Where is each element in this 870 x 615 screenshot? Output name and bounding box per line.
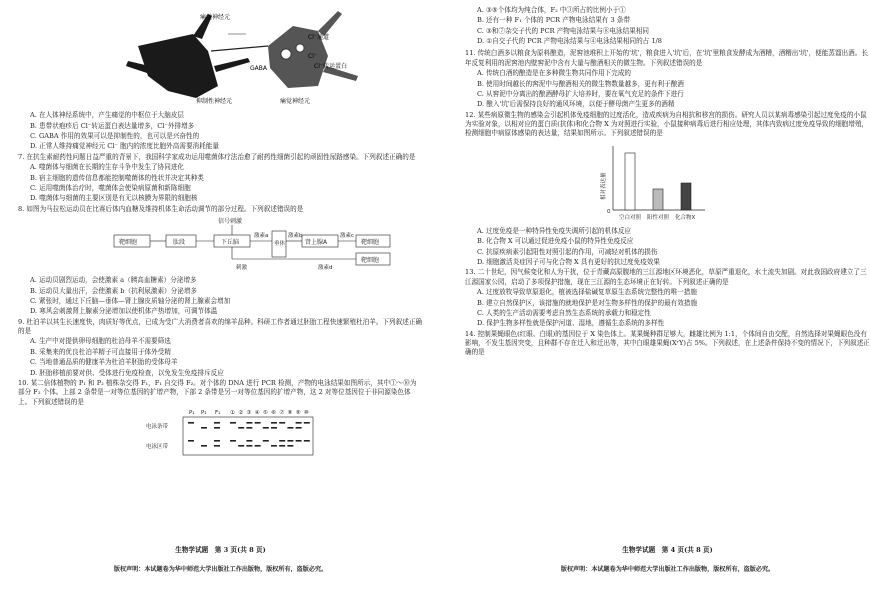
page-4 <box>465 6 870 606</box>
q11-option-c: C. 从窖泥中分离出的酿酒酵母扩大培养时，要在氧气充足的条件下进行 <box>477 89 684 98</box>
gel-col-p2: P₂ <box>201 409 207 416</box>
pain-neuron-body <box>268 11 358 88</box>
question-7-stem: 7. 在抗生素耐药性问题日益严重的背景下，我国科学家成功运用噬菌体疗法治愈了耐药性细菌引起的顽固性尿路感染。下列叙述正确的是 <box>18 152 416 161</box>
gel-band <box>188 440 194 442</box>
gel-band <box>271 422 277 424</box>
q9-option-c: C. 当地普通品质的健康羊为杜泊羊胚胎的受体母羊 <box>30 358 178 367</box>
q10-gel-figure <box>18 408 423 458</box>
q8-box-target-3-label: 靶细胞 <box>361 256 380 264</box>
q11-option-d: D. 酿入'坑'后需保持良好的通风环境，以便于酵母菌产生更多的酒精 <box>477 100 675 109</box>
question-6-options <box>18 111 423 151</box>
q11-option-b: B. 使用时间越长的窖泥中与酿酒相关的微生物数量越多，更有利于酿酒 <box>477 79 684 88</box>
q6-option-c: C. GABA 作用的效果可以是抑制性的，也可以是兴奋性的 <box>30 132 200 141</box>
question-9-stem: 9. 杜泊羊以其生长速度快，肉质好等优点，已成为受广大消费者喜欢的绵羊品种。科研工作者通过胚胎工程快速繁殖杜泊羊。下列叙述正确的是 <box>18 317 423 336</box>
q11-option-a: A. 传统白酒的酿造是在多种微生物共同作用下完成的 <box>477 69 632 78</box>
question-13-stem: 13. 二十世纪，因气候变化和人为干扰，位于青藏高原腹地的三江源地区环境恶化，草原严重退化，水土流失加剧。对此我国政府建立了三江源国家公园，启动了多项保护措施，现在三江源的生态环境正在好转。下列叙述正确的是 <box>465 268 867 286</box>
gel-band <box>287 445 293 447</box>
gel-band <box>246 422 252 424</box>
gel-top-label: 电泳条带 <box>146 423 169 430</box>
gel-band <box>238 427 244 429</box>
gel-bottom-label: 电泳区带 <box>146 443 169 450</box>
label-inhibitory-neuron: 抑制性神经元 <box>196 98 233 105</box>
gel-band <box>230 440 236 442</box>
question-8-stem: 8. 如图为马拉松运动员在比赛后体内血糖及维持机体生命活动调节的部分过程。下列叙述错误的是 <box>18 204 304 213</box>
gel-band <box>230 422 236 424</box>
q8-box-pituitary-label: 垂体 <box>274 240 286 247</box>
q12-option-d: D. 细胞激活炎症因子可与化合物 X 具有更好的抗过度免疫效果 <box>477 258 660 267</box>
q13-option-d: D. 保护生物多样性就是保护河道、湿地，遵循生态系统的多样性 <box>477 319 665 328</box>
label-cl-channel: Cl⁻通道 <box>308 34 330 41</box>
gel-band <box>246 427 252 429</box>
question-12-stem: 12. 某些病原微生物的感染会引起机体免疫细胞的过度活化，造成疾病为自相抗和移宫的损伤。研究人员以某病毒感染引起过度免疫的小鼠为实验对象，以相对应的蛋白质(抗体)和化合物 X 为对照进行实验，小鼠接种病毒后进行相应处理，其体内致病过度免疫导致的细胞增殖，检测细胞中病原体感染的表达量，结果如图所示。下列叙述错误的是 <box>465 110 869 138</box>
q8-option-b: B. 运动员大量出汗，会使激素 b（抗利尿激素）分泌增多 <box>30 286 198 295</box>
bar-1 <box>653 189 663 210</box>
page-3-copyright: 版权声明：本试题卷为华中师范大学出版社工作出版物，版权所有，盗版必究。 <box>113 566 328 573</box>
q7-option-c: C. 运用噬菌体治疗时，噬菌体会使染病原菌和新陈细胞 <box>30 183 191 192</box>
gel-band <box>304 422 310 424</box>
q8-hormone-a: 激素a <box>254 232 269 239</box>
q13-option-b: B. 建立自然保护区，该措施的就地保护是对生物多样性的保护的最有效措施 <box>477 298 698 307</box>
q8-hormone-c: 激素c <box>340 232 355 239</box>
inhibitory-neuron-body <box>126 14 250 98</box>
gel-band <box>246 445 252 447</box>
q9-option-d: D. 胚胎移植前要对供、受体进行免疫检查，以免发生免疫排斥反应 <box>30 368 224 377</box>
gel-band <box>296 422 302 424</box>
gel-band <box>279 440 285 442</box>
bar-chart-ylabel: 相对表达量 <box>601 172 607 200</box>
gel-lane-label: ⑧ <box>287 409 293 416</box>
q9-option-b: B. 采集来的优良杜泊羊精子可直接用于体外受精 <box>30 347 171 356</box>
q10-option-a: A. ③⑤个体均为纯合体，F₂ 中③所占的比例小于① <box>477 6 626 14</box>
q6-option-d: D. 正常人维持痛觉神经元 Cl⁻ 胞内的浓度比胞外高需要消耗能量 <box>30 142 219 151</box>
svg-text:0: 0 <box>607 208 611 215</box>
q8-option-a: A. 运动员剧烈运动，会使激素 a（胰高血糖素）分泌增多 <box>30 276 197 285</box>
label-gaba: GABA <box>250 65 267 72</box>
gel-band <box>304 440 310 442</box>
q13-option-a: A. 过度放牧导致草原退化，植被选择盐碱复草原生态系统完整性的唯一措施 <box>477 288 697 297</box>
q8-signal-label: 信号刺激 <box>218 217 243 225</box>
q8-box-adrenal-label: 肾上腺A <box>305 238 328 246</box>
q8-box-target-2-label: 靶细胞 <box>361 238 380 246</box>
q8-hormone-d: 激素d <box>318 264 333 271</box>
gel-band <box>214 422 220 424</box>
gel-band <box>271 427 277 429</box>
q12-option-c: C. 抗原疾病素引起阳性对照引起的作用，可减轻对机体的损伤 <box>477 247 658 256</box>
label-pain-neuron-2: 痛觉神经元 <box>280 98 311 105</box>
q10-option-b: B. 还有一种 F₁ 个体的 PCR 产物电泳结果有 3 条带 <box>477 16 630 25</box>
gel-lane-label: ⑥ <box>271 409 276 416</box>
q12-bar-chart <box>465 140 870 224</box>
gel-lane-label: ③ <box>246 409 252 416</box>
gel-band <box>214 445 220 447</box>
q10-option-d: D. ①自交子代的 PCR 产物电泳结果与④电泳结果相同的占 1/8 <box>477 37 662 46</box>
q8-option-c: C. 紧张时，通过下丘脑—垂体—肾上腺皮质轴分泌的肾上腺素会增加 <box>30 297 231 306</box>
page-4-footer: 生物学试题 第 4 页(共 8 页) <box>622 546 713 554</box>
gel-band <box>296 440 302 442</box>
gel-col-p1: P₁ <box>189 409 195 416</box>
page-3 <box>18 6 423 606</box>
gel-band <box>188 422 194 424</box>
gel-band <box>287 427 293 429</box>
q8-flow-diagram <box>18 215 423 273</box>
bar-2 <box>681 183 691 210</box>
gel-band <box>255 445 261 447</box>
q8-option-d: D. 寒风会刺激肾上腺素分泌增加以使机体产热增加，可调节体温 <box>30 307 218 316</box>
q8-hormone-b: 激素b <box>288 232 303 239</box>
q9-option-a: A. 生产中对提供卵母细胞的杜泊母羊不需要筛选 <box>30 337 171 346</box>
question-10-stem: 10. 某二倍体植物的 P₁ 和 P₂ 植株杂交得 F₁，F₁ 自交得 F₂。对个体的 DNA 进行 PCR 检测，产物的电泳结果如图所示，其中①～⑩为部分 F₂ 个体。上部 2 条带是一对等位基因的扩增产物，下部 2 条带是另一对等位基因的扩增产物，这 2 对等位基因位于非同源染色体上。下列叙述错误的是 <box>18 378 417 406</box>
q7-option-d: D. 噬菌体与细菌的主要区别是有无以核膜为界限的细胞核 <box>30 194 198 203</box>
bar-category-label: 阳性对照 <box>647 214 670 221</box>
gel-lane-label: ⑨ <box>295 409 301 416</box>
gel-band <box>246 440 252 442</box>
label-pain-neuron: 痛觉神经元 <box>200 14 231 21</box>
bar-category-label: 化合物X <box>675 214 696 221</box>
gel-band <box>255 422 261 424</box>
gel-lane-label: ④ <box>254 409 260 416</box>
q13-option-c: C. 人类的生产活动需要考虑自然生态系统的承载力和稳定性 <box>477 308 651 317</box>
q6-option-a: A. 在人体神经系统中，产生痛觉的中枢位于大脑皮层 <box>30 111 185 120</box>
bar-category-label: 空白对照 <box>619 214 642 221</box>
gel-lane-label: ② <box>238 409 244 416</box>
gel-band <box>279 422 285 424</box>
gel-lane-label: ⑤ <box>262 409 268 416</box>
q12-option-b: B. 化合物 X 可以通过促进免疫小鼠的特异性免疫反应 <box>477 237 634 246</box>
q8-box-hypothalamus-label: 下丘脑 <box>221 238 240 246</box>
neuron-figure <box>18 6 423 108</box>
page-3-footer: 生物学试题 第 3 页(共 8 页) <box>175 546 266 554</box>
gel-band <box>271 445 277 447</box>
gel-band <box>263 427 269 429</box>
question-14-stem: 14. 控制果蝇眼色(红眼、白眼)的基因位于 X 染色体上。某果蝇种群足够大，雌雄比例为 1:1，个体间自由交配，自然选择对果蝇眼色没有影响，不发生基因突变，且种群不存在迁入和迁出等，其中白眼雄果蝇(XʳY)占 5%。下列叙述，在上述条件保持不变的情况下，下列叙述正确的是 <box>465 329 870 357</box>
q8-stim-label: 刺激 <box>236 264 248 271</box>
gel-band <box>263 440 269 442</box>
gel-lane-label: ⑦ <box>279 409 285 416</box>
label-cl: Cl⁻ <box>308 53 318 60</box>
gel-band <box>279 445 285 447</box>
q7-option-b: B. 宿主细胞的遗传信息都能控制噬菌体的性状并决定其种类 <box>30 173 204 182</box>
gel-band <box>287 440 293 442</box>
q10-option-c: C. ③和⑦杂交子代的 PCR 产物电泳结果与⑧电泳结果相同 <box>477 26 650 35</box>
page-4-copyright: 版权声明：本试题卷为华中师范大学出版社工作出版物，版权所有，盗版必究。 <box>560 566 775 573</box>
gel-band <box>238 445 244 447</box>
q8-box-segment-label: 肽段 <box>173 238 186 246</box>
question-11-stem: 11. 传统白酒多以粮食为原料酿造，泥窖池堆积上开始的'坑'，粮食进入'坑'后，在'坑'里粮食发酵成为酒糟，酒糟出'坑'，便能蒸馏出酒。长年反复利用的泥窖池内壁窖泥中含有大量与酿酒相关的微生物。下列叙述错误的是 <box>465 49 868 67</box>
gel-band <box>214 440 220 442</box>
q12-option-a: A. 过度免疫是一种特异性免疫失调所引起的机体反应 <box>477 227 632 236</box>
gel-lane-label: ① <box>230 409 235 416</box>
gel-band <box>296 427 302 429</box>
label-cl-carrier: Cl⁻转运蛋白 <box>314 63 348 70</box>
gel-band <box>201 445 207 447</box>
bar-0 <box>625 153 635 210</box>
gel-col-f1: F₁ <box>215 409 221 416</box>
q6-option-b: B. 患带状疱疹后 Cl⁻转运蛋白表达量增多，Cl⁻外排增多 <box>30 121 195 130</box>
gel-band <box>214 427 220 429</box>
q8-box-target-1-label: 靶细胞 <box>119 238 138 246</box>
gel-band <box>201 427 207 429</box>
gel-lane-label: ⑩ <box>303 409 309 416</box>
q7-option-a: A. 噬菌体与细菌在长期的生存斗争中发生了协同进化 <box>30 163 185 172</box>
